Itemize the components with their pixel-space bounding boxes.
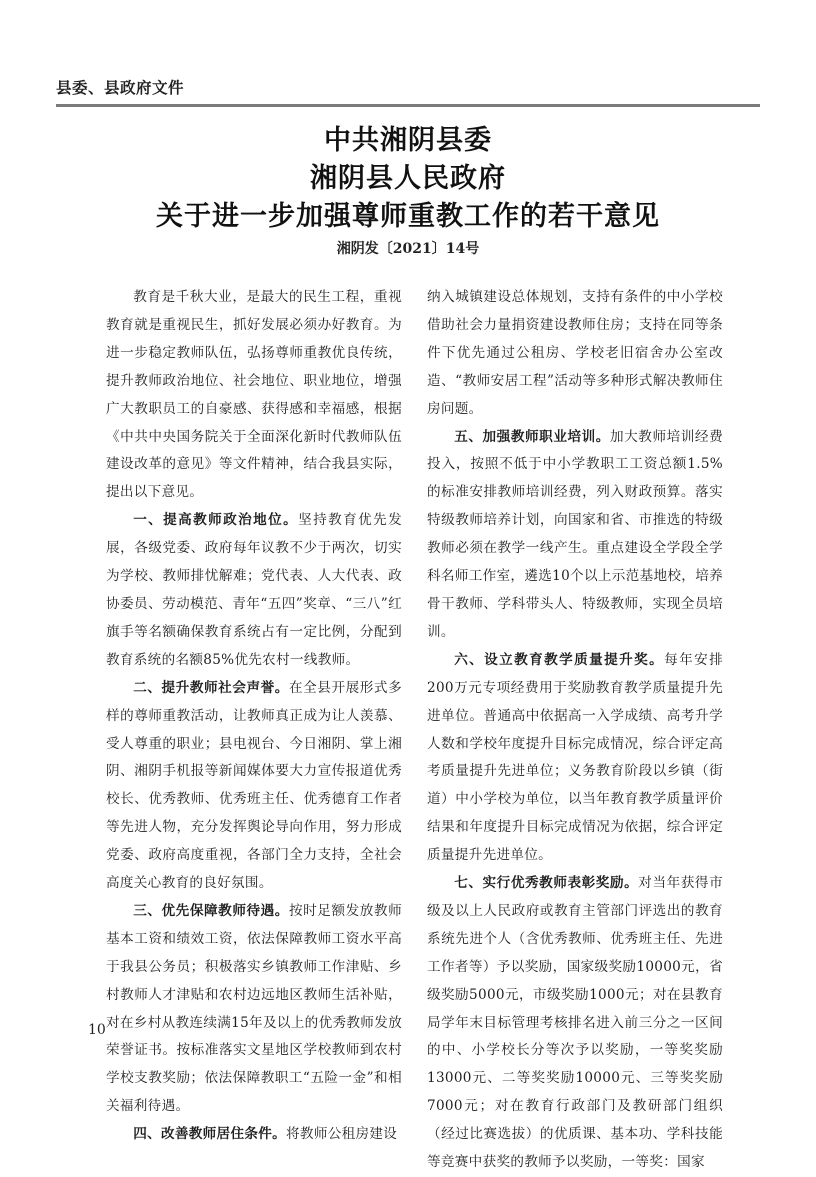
section-text: 在全县开展形式多样的尊师重教活动，让教师真正成为让人羡慕、受人尊重的职业；县电视台、今日湘阴、掌上湘阴、湘阴手机报等新闻媒体要大力宣传报道优秀校长、优秀教师、优秀班主任、优秀德育工作者等先进人物，充分发挥舆论导向作用，努力形成党委、政府高度重视，各部门全力支持，全社会高度关心教育的良好氛围。 bbox=[106, 679, 402, 892]
section-text: 按时足额发放教师基本工资和绩效工资，依法保障教师工资水平高于我县公务员；积极落实乡镇教师工作津贴、乡村教师人才津贴和农村边远地区教师生活补贴，对在乡村从教连续满15年及以上的优秀教师发放荣誉证书。按标准落实文星地区学校教师到农村学校支教奖励；依法保障教职工“五险一金”和相关福利待遇。 bbox=[106, 902, 402, 1115]
header-rule-right bbox=[467, 104, 760, 107]
section-paragraph bbox=[427, 870, 723, 1177]
section-paragraph bbox=[106, 675, 402, 898]
section-heading: 一、提高教师政治地位。 bbox=[133, 512, 299, 529]
section-paragraph bbox=[106, 507, 402, 674]
section-heading: 六、设立教育教学质量提升奖。 bbox=[454, 651, 665, 668]
continuation-paragraph: 纳入城镇建设总体规划，支持有条件的中小学校借助社会力量捐资建设教师住房；支持在同等条件下优先通过公租房、学校老旧宿舍办公室改造、“教师安居工程”活动等多种形式解决教师住房问题。 bbox=[427, 289, 723, 417]
title-line-3: 关于进一步加强尊师重教工作的若干意见 bbox=[156, 201, 660, 232]
section-heading: 五、加强教师职业培训。 bbox=[454, 428, 610, 445]
section-text: 每年安排200万元专项经费用于奖励教育教学质量提升先进单位。普通高中依据高一入学成绩、高考升学人数和学校年度提升目标完成情况，综合评定高考质量提升先进单位；义务教育阶段以乡镇（街道）中小学校为单位，以当年教育教学质量评价结果和年度提升目标完成情况为依据，综合评定质量提升先进单位。 bbox=[427, 651, 724, 864]
section-paragraph bbox=[106, 1121, 402, 1149]
section-heading: 三、优先保障教师待遇。 bbox=[133, 902, 289, 919]
title-line-1: 中共湘阴县委 bbox=[324, 125, 492, 156]
section-paragraph bbox=[427, 647, 723, 870]
document-title bbox=[0, 122, 816, 236]
section-paragraph bbox=[427, 424, 723, 647]
section-heading: 四、改善教师居住条件。 bbox=[133, 1126, 287, 1143]
intro-paragraph: 教育是千秋大业，是最大的民生工程，重视教育就是重视民生，抓好发展必须办好教育。为进一步稳定教师队伍，弘扬尊师重教优良传统，提升教师政治地位、社会地位、职业地位，增强广大教职员工的自豪感、获得感和幸福感，根据《中共中央国务院关于全面深化新时代教师队伍建设改革的意见》等文件精神，结合我县实际，提出以下意见。 bbox=[106, 289, 402, 501]
left-column bbox=[106, 284, 402, 1149]
page-number: 10 bbox=[88, 1022, 106, 1038]
header-rule bbox=[56, 104, 467, 107]
running-head: 县委、县政府文件 bbox=[56, 79, 185, 97]
document-number: 湘阴发〔2021〕14号 bbox=[336, 241, 480, 257]
section-text: 坚持教育优先发展，各级党委、政府每年议教不少于两次，切实为学校、教师排忧解难；党代表、人大代表、政协委员、劳动模范、青年“五四”奖章、“三八”红旗手等名额确保教育系统占有一定比例，分配到教育系统的名额85%优先农村一线教师。 bbox=[106, 512, 402, 668]
section-text: 将教师公租房建设 bbox=[286, 1126, 398, 1143]
title-line-2: 湘阴县人民政府 bbox=[310, 163, 506, 194]
section-text: 对当年获得市级及以上人民政府或教育主管部门评选出的教育系统先进个人（含优秀教师、优秀班主任、先进工作者等）予以奖励，国家级奖励10000元，省级奖励5000元，市级奖励1000元；对在县教育局学年末目标管理考核排名进入前三分之一区间的中、小学校长分等次予以奖励，一等奖奖励13000元、二等奖奖励10000元、三等奖奖励7000元；对在教育行政部门及教研部门组织（经过比赛选拔）的优质课、基本功、学科技能等竞赛中获奖的教师予以奖励，一等奖：国家 bbox=[427, 875, 723, 1171]
section-heading: 二、提升教师社会声誉。 bbox=[133, 679, 289, 696]
right-column bbox=[427, 284, 723, 1177]
section-paragraph bbox=[106, 898, 402, 1121]
section-heading: 七、实行优秀教师表彰奖励。 bbox=[454, 875, 639, 892]
section-text: 加大教师培训经费投入，按照不低于中小学教职工工资总额1.5%的标准安排教师培训经费，列入财政预算。落实特级教师培养计划，向国家和省、市推选的特级教师必须在教学一线产生。重点建设全学段全学科名师工作室，遴选10个以上示范基地校，培养骨干教师、学科带头人、特级教师，实现全员培训。 bbox=[427, 428, 723, 640]
